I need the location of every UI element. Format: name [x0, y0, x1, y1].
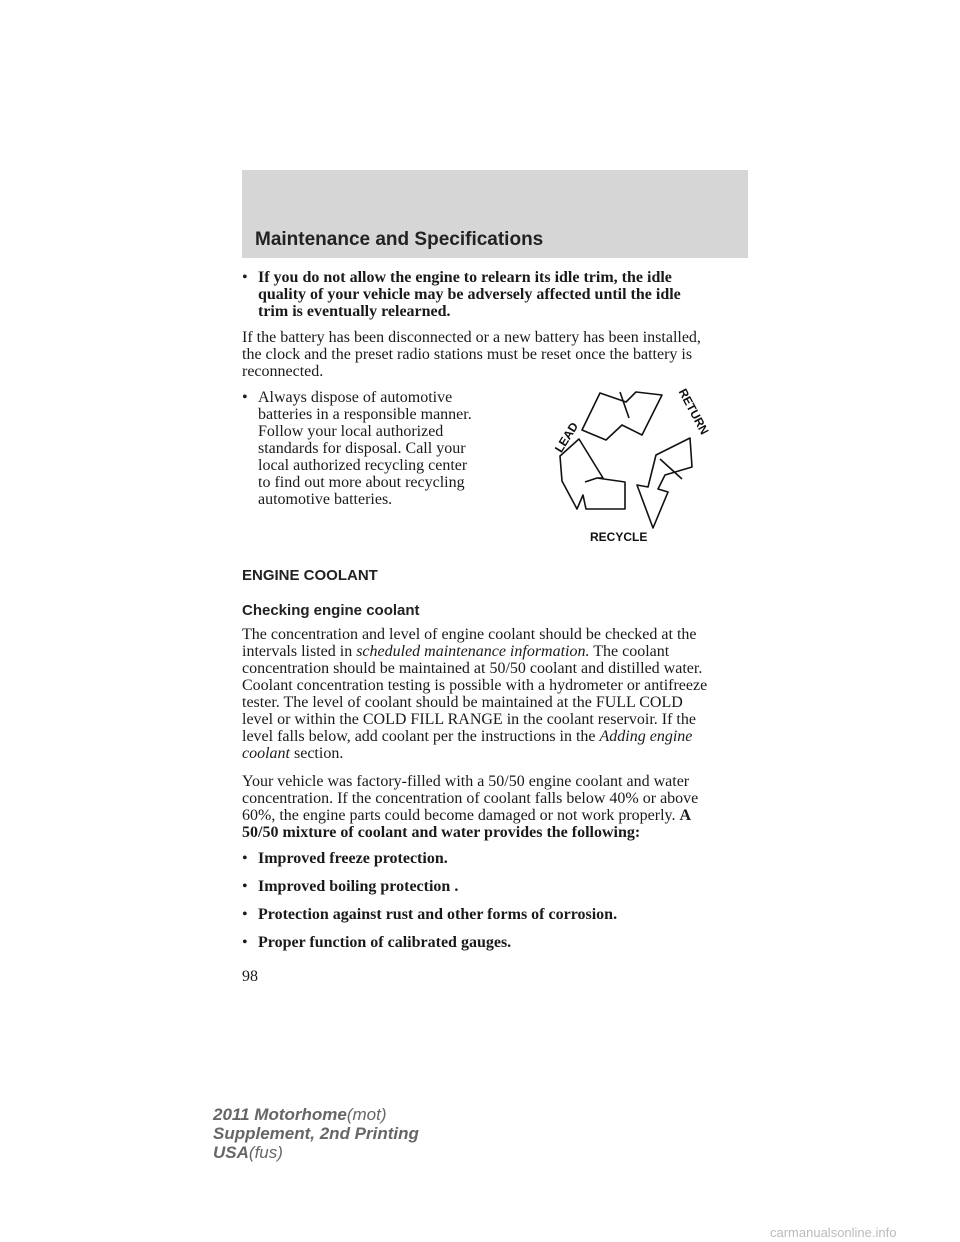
section-title: Maintenance and Specifications	[255, 229, 544, 250]
site-watermark: carmanualsonline.info	[770, 1225, 897, 1240]
battery-para-line-2: the clock and the preset radio stations must be reset once the battery is	[242, 346, 693, 363]
recycle-arrow-right	[637, 438, 692, 528]
bullet-marker: •	[242, 878, 248, 895]
adding-coolant-reference: Adding engine	[599, 728, 693, 745]
coolant-benefit-item: Improved boiling protection .	[258, 878, 459, 895]
recycle-arrow-fold-top	[620, 392, 629, 418]
recycle-label-recycle: RECYCLE	[590, 530, 648, 544]
print-footer: 2011 Motorhome(mot) Supplement, 2nd Printing USA(fus)	[213, 1105, 419, 1162]
battery-recycle-symbol	[530, 375, 750, 550]
coolant-benefit-item: Protection against rust and other forms of corrosion.	[258, 906, 618, 923]
recycle-label-return: RETURN	[675, 386, 712, 437]
disposal-line-7: automotive batteries.	[258, 491, 393, 508]
page-number: 98	[242, 968, 258, 985]
bullet-marker: •	[242, 906, 248, 923]
coolant-p2-line-1: Your vehicle was factory-filled with a 50/50 engine coolant and water	[242, 773, 690, 790]
coolant-p1-line-6: level or within the COLD FILL RANGE in the coolant reservoir. If the	[242, 711, 696, 728]
disposal-line-4: standards for disposal. Call your	[258, 440, 466, 457]
coolant-p1-line-8: coolant section.	[242, 745, 344, 762]
coolant-p1-line-3: concentration should be maintained at 50/50 coolant and distilled water.	[242, 660, 703, 677]
coolant-p2-line-2: concentration. If the concentration of coolant falls below 40% or above	[242, 790, 699, 807]
recycle-arrow-left	[560, 439, 625, 509]
recycle-label-lead: LEAD	[551, 419, 582, 455]
coolant-benefit-item: Proper function of calibrated gauges.	[258, 934, 512, 951]
disposal-line-5: local authorized recycling center	[258, 457, 468, 474]
disposal-line-3: Follow your local authorized	[258, 423, 444, 440]
bullet-marker: •	[242, 850, 248, 867]
idle-trim-line-1: If you do not allow the engine to relearn its idle trim, the idle	[258, 269, 672, 286]
subsection-heading: Checking engine coolant	[242, 602, 420, 619]
idle-trim-line-2: quality of your vehicle may be adversely affected until the idle	[258, 286, 681, 303]
bullet-marker: •	[242, 934, 248, 951]
disposal-line-2: batteries in a responsible manner.	[258, 406, 472, 423]
coolant-p1-line-1: The concentration and level of engine coolant should be checked at the	[242, 626, 697, 643]
bullet-marker: •	[242, 269, 248, 286]
disposal-line-1: Always dispose of automotive	[258, 389, 453, 406]
coolant-p1-line-2: intervals listed in scheduled maintenance information. The coolant	[242, 643, 670, 660]
section-heading: ENGINE COOLANT	[242, 567, 378, 584]
recycle-arrow-fold-right	[660, 459, 682, 479]
coolant-p1-line-7: level falls below, add coolant per the instructions in the Adding engine	[242, 728, 693, 745]
bullet-marker: •	[242, 389, 248, 406]
recycle-arrow-fold-left	[585, 478, 597, 482]
coolant-benefit-item: Improved freeze protection.	[258, 850, 448, 867]
idle-trim-line-3: trim is eventually relearned.	[258, 303, 451, 320]
coolant-p1-line-4: Coolant concentration testing is possible with a hydrometer or antifreeze	[242, 677, 708, 694]
coolant-p2-line-3: 60%, the engine parts could become damaged or not work properly. A	[242, 807, 692, 824]
coolant-p2-line-4: 50/50 mixture of coolant and water provides the following:	[242, 824, 641, 841]
battery-para-line-3: reconnected.	[242, 363, 324, 380]
battery-para-line-1: If the battery has been disconnected or a new battery has been installed,	[242, 329, 701, 346]
disposal-line-6: to find out more about recycling	[258, 474, 465, 491]
coolant-p1-line-5: tester. The level of coolant should be maintained at the FULL COLD	[242, 694, 683, 711]
scheduled-maintenance-reference: scheduled maintenance information.	[356, 643, 590, 660]
